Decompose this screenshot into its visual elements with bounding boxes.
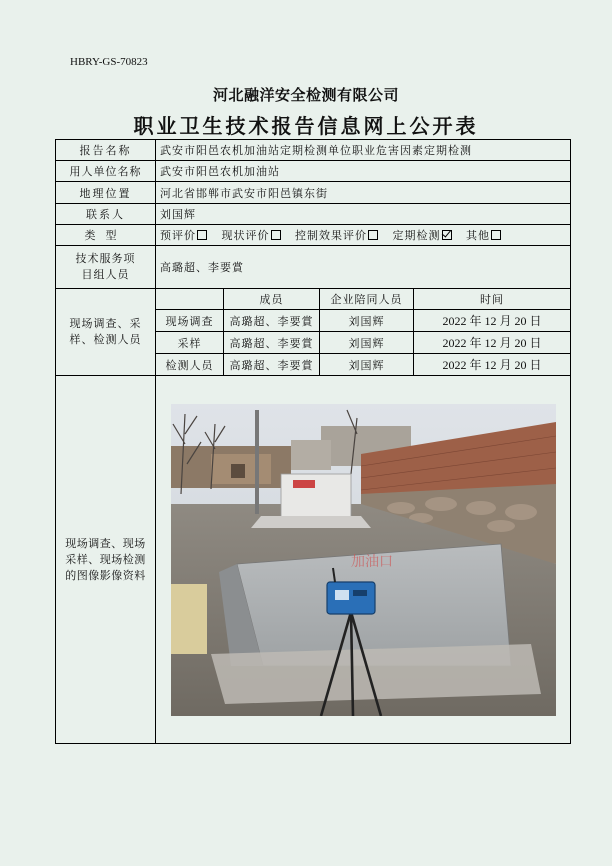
survey-header-date: 时间 <box>414 289 571 310</box>
location-value: 河北省邯郸市武安市阳邑镇东街 <box>156 182 571 204</box>
survey-date: 2022 年 12 月 20 日 <box>414 332 571 354</box>
team-label: 技术服务项目组人员 <box>56 246 156 289</box>
survey-header-row <box>56 289 571 310</box>
employer-value: 武安市阳邑农机加油站 <box>156 161 571 182</box>
form-title: 职业卫生技术报告信息网上公开表 <box>133 114 479 138</box>
survey-role: 现场调查 <box>156 310 224 332</box>
team-value: 高璐超、李要賞 <box>156 246 571 289</box>
checkbox-icon <box>368 230 378 240</box>
survey-header-blank <box>156 289 224 310</box>
survey-escort: 刘国辉 <box>320 310 414 332</box>
site-photo <box>171 404 556 716</box>
survey-members: 高璐超、李要賞 <box>224 332 320 354</box>
survey-date: 2022 年 12 月 20 日 <box>414 354 571 376</box>
survey-label: 现场调查、采样、检测人员 <box>56 289 156 376</box>
tank-sign-text: 加油口 <box>350 553 393 570</box>
contact-value: 刘国辉 <box>156 204 571 225</box>
location-label: 地理位置 <box>56 182 156 204</box>
row-type <box>56 225 571 246</box>
report-name-value: 武安市阳邑农机加油站定期检测单位职业危害因素定期检测 <box>156 140 571 161</box>
row-location <box>56 182 571 204</box>
report-name-label: 报告名称 <box>56 140 156 161</box>
checkbox-icon <box>491 230 501 240</box>
survey-escort: 刘国辉 <box>320 332 414 354</box>
survey-members: 高璐超、李要賞 <box>224 310 320 332</box>
row-team <box>56 246 571 289</box>
checked-checkbox-icon <box>442 230 452 240</box>
row-employer <box>56 161 571 182</box>
type-option-pre-evaluation: 预评价 <box>160 229 207 242</box>
employer-label: 用人单位名称 <box>56 161 156 182</box>
row-contact <box>56 204 571 225</box>
info-table <box>55 139 571 744</box>
company-name: 河北融洋安全检测有限公司 <box>212 86 399 104</box>
type-option-other: 其他 <box>466 229 501 242</box>
survey-members: 高璐超、李要賞 <box>224 354 320 376</box>
type-option-periodic-testing: 定期检测 <box>393 229 452 242</box>
photo-cell <box>156 376 571 744</box>
checkbox-icon <box>271 230 281 240</box>
survey-header-escort: 企业陪同人员 <box>320 289 414 310</box>
type-label: 类型 <box>56 225 156 246</box>
row-report-name <box>56 140 571 161</box>
survey-role: 采样 <box>156 332 224 354</box>
photo-label: 现场调查、现场采样、现场检测的图像影像资料 <box>56 376 156 744</box>
document-number: HBRY-GS-70823 <box>70 56 148 68</box>
survey-role: 检测人员 <box>156 354 224 376</box>
checkbox-icon <box>197 230 207 240</box>
type-options <box>156 225 571 246</box>
type-option-control-effect: 控制效果评价 <box>295 229 378 242</box>
row-photo <box>56 376 571 744</box>
type-option-status-evaluation: 现状评价 <box>222 229 281 242</box>
survey-header-members: 成员 <box>224 289 320 310</box>
contact-label: 联系人 <box>56 204 156 225</box>
survey-escort: 刘国辉 <box>320 354 414 376</box>
survey-date: 2022 年 12 月 20 日 <box>414 310 571 332</box>
